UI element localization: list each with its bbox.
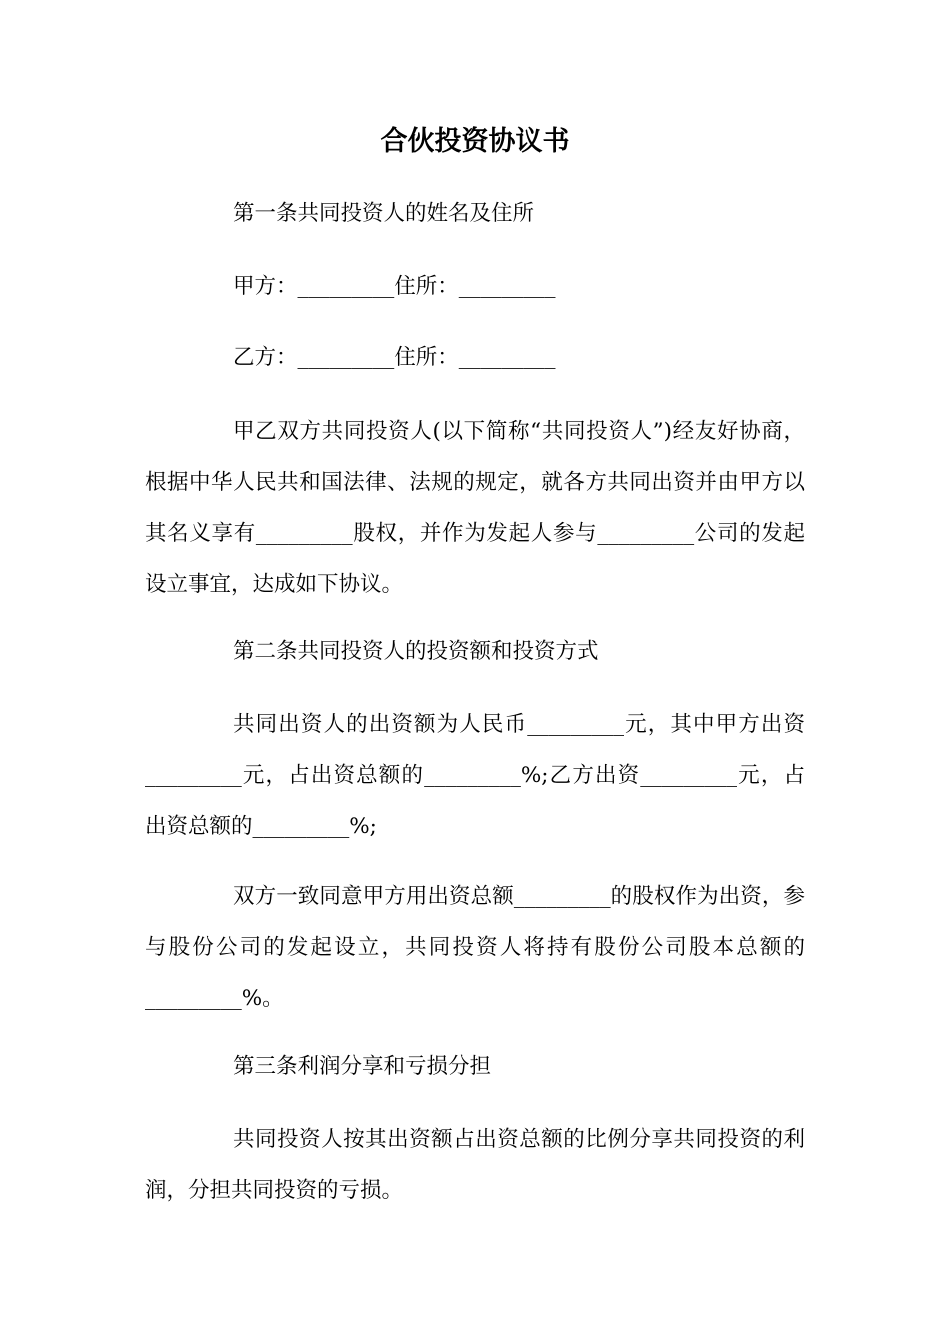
party-b-line: 乙方：_________住所：_________ — [233, 345, 556, 370]
article-1-heading: 第一条共同投资人的姓名及住所 — [233, 201, 535, 226]
paragraph-investment-amount: 共同出资人的出资额为人民币_________元，其中甲方出资_________元，占出资总额的_________%;乙方出资_________元，占出资总额的_________%; — [145, 712, 805, 839]
article-3-heading: 第三条利润分享和亏损分担 — [233, 1054, 492, 1079]
paragraph-profit-loss: 共同投资人按其出资额占出资总额的比例分享共同投资的利润，分担共同投资的亏损。 — [145, 1127, 805, 1203]
party-a-line: 甲方：_________住所：_________ — [233, 274, 556, 299]
paragraph-equity-contribution: 双方一致同意甲方用出资总额_________的股权作为出资，参与股份公司的发起设立，共同投资人将持有股份公司股本总额的_________%。 — [145, 884, 805, 1011]
article-2-heading: 第二条共同投资人的投资额和投资方式 — [233, 639, 599, 664]
paragraph-preamble: 甲乙双方共同投资人(以下简称“共同投资人”)经友好协商，根据中华人民共和国法律、法规的规定，就各方共同出资并由甲方以其名义享有_________股权，并作为发起人参与_________公司的发起设立事宜，达成如下协议。 — [145, 419, 805, 597]
document-title: 合伙投资协议书 — [380, 126, 570, 157]
